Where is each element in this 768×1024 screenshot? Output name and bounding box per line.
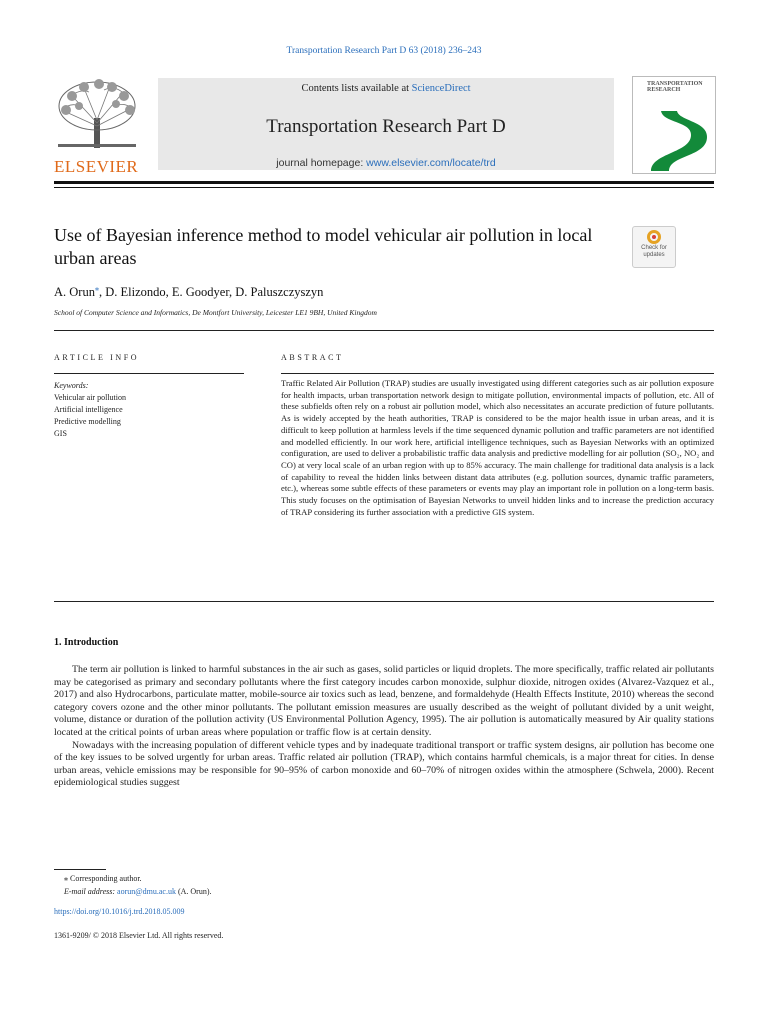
footnote-block (54, 872, 211, 898)
author-first[interactable]: A. Orun (54, 285, 95, 300)
affiliation: School of Computer Science and Informatics, De Montfort University, Leicester LE1 9BH, United Kingdom (54, 308, 377, 317)
author-rest: , D. Elizondo, E. Goodyer, D. Paluszczyszyn (98, 285, 324, 300)
homepage-line (158, 157, 614, 169)
footnote-mark: ⁎ (64, 874, 68, 883)
journal-cover[interactable] (632, 76, 716, 174)
publisher-wordmark: ELSEVIER (54, 157, 139, 176)
keyword: Artificial intelligence (54, 405, 123, 414)
keywords-block (54, 380, 126, 440)
divider-abstract (281, 373, 714, 374)
header-rule-thick (54, 181, 714, 184)
email-label: E-mail address: (64, 887, 118, 896)
check-updates-icon (647, 230, 661, 244)
author-list (54, 284, 323, 300)
section-heading-introduction: 1. Introduction (54, 637, 119, 648)
doi-link[interactable]: https://doi.org/10.1016/j.trd.2018.05.009 (54, 907, 185, 916)
introduction-body (54, 664, 714, 790)
article-title: Use of Bayesian inference method to model vehicular air pollution in local urban areas (54, 225, 593, 268)
badge-text: Check for updates (641, 245, 667, 258)
contents-line (158, 83, 614, 94)
corresponding-mark[interactable]: ⁎ (94, 284, 99, 293)
homepage-link[interactable]: www.elsevier.com/locate/trd (366, 157, 496, 169)
sciencedirect-link[interactable]: ScienceDirect (411, 83, 471, 94)
keyword: Predictive modelling (54, 417, 121, 426)
keywords-label: Keywords: (54, 381, 89, 390)
abstract-text: Traffic Related Air Pollution (TRAP) studies are usually investigated using different categories such as air pollution exposure for health impacts, urban transportation network design to mitigate pollution, environmental impacts of pollution, etc. All of these subfields often rely on a robust air pollution model, which also necessitates an accurate prediction of future pollutants. As is widely accepted by the heath authorities, TRAP is considered to be the major health issue in urban areas, and it is difficult to keep pollution at harmless levels if the time sequenced dynamic pollution and traffic parameters are not identified and modelled efficiently. In our work here, artificial intelligence techniques, such as Bayesian Networks with an optimized configuration, are used to deliver a probabilistic traffic data analysis and predictive modelling for air pollution (SO₂, NO₂ and CO) at very local scale of an urban region with up to 85% accuracy. The main challenge for traditional data analysis is a lack of capability to reveal the hidden links between distant data attributes (e.g. pollution sources, dynamic traffic parameters, etc.), whereas some subtle effects of these parameters or events may play an important role in pollution on a long-term basis. This study focuses on the optimisation of Bayesian Networks to unveil hidden links and to increase the prediction accuracy of TRAP considering its further association with a predictive GIS system. (281, 378, 714, 517)
homepage-prefix: journal homepage: (276, 157, 367, 169)
journal-citation-link[interactable]: Transportation Research Part D 63 (2018) 236–243 (286, 46, 482, 56)
email-suffix: (A. Orun). (175, 887, 212, 896)
header-rule-thin (54, 187, 714, 188)
copyright: 1361-9209/ © 2018 Elsevier Ltd. All rights reserved. (54, 931, 224, 940)
abstract-heading: ABSTRACT (281, 353, 344, 362)
abstract-body (281, 378, 714, 518)
article-info-heading: ARTICLE INFO (54, 353, 140, 362)
intro-paragraph: The term air pollution is linked to harmful substances in the air such as gases, solid particles or liquid droplets. The more specifically, traffic related air pollutants may be categorised as primary and secondary pollutants where the first category incudes carbon monoxide, sulphur dioxide, nitrogen oxides (Alvarez-Vazquez et al., 2017) and also Hydrocarbons, particulate matter, mobile-source air toxics such as lead, benzene, and formaldehyde (Health Effects Institute, 2010) whereas the second category covers ozone and the other minor pollutants. The pollutant emission measures are usually described as the weight of pollutant divided by a unit weight, volume, distance or duration of the pollution activity (US Environmental Pollution Agency, 1995). The air pollution is automatically measured by Air quality stations located at the critical points of urban areas where population or traffic flow is at certain density. (54, 664, 714, 738)
keyword: GIS (54, 429, 67, 438)
journal-masthead (158, 78, 614, 170)
elsevier-tree-icon (54, 78, 140, 150)
divider-article-info (54, 373, 244, 374)
divider-bottom (54, 601, 714, 602)
footnote-rule (54, 869, 106, 870)
divider-top (54, 330, 714, 331)
email-link[interactable]: aorun@dmu.ac.uk (117, 887, 176, 896)
elsevier-logo (54, 78, 144, 176)
contents-prefix: Contents lists available at (301, 83, 412, 94)
cover-road-icon (633, 93, 715, 173)
corresponding-text: Corresponding author. (70, 874, 142, 883)
keyword: Vehicular air pollution (54, 393, 126, 402)
check-for-updates-badge[interactable] (632, 226, 676, 268)
email-note (54, 885, 211, 898)
intro-paragraph: Nowadays with the increasing population of different vehicle types and by inadequate traditional transport or traffic system designs, air pollution has become one of the key issues to be solved urgently for urban areas. Traffic related air pollution (TRAP), which contains harmful chemicals, is a major threat for cities. In dense urban areas, vehicle emissions may be responsible for 90–95% of carbon monoxide and 60–70% of nitrogen oxides within the atmosphere (Schwela, 2000). Recent epidemiological studies suggest (54, 739, 714, 789)
corresponding-note (54, 872, 211, 885)
journal-title: Transportation Research Part D (266, 116, 506, 137)
cover-title: TRANSPORTATION RESEARCH (647, 81, 703, 93)
